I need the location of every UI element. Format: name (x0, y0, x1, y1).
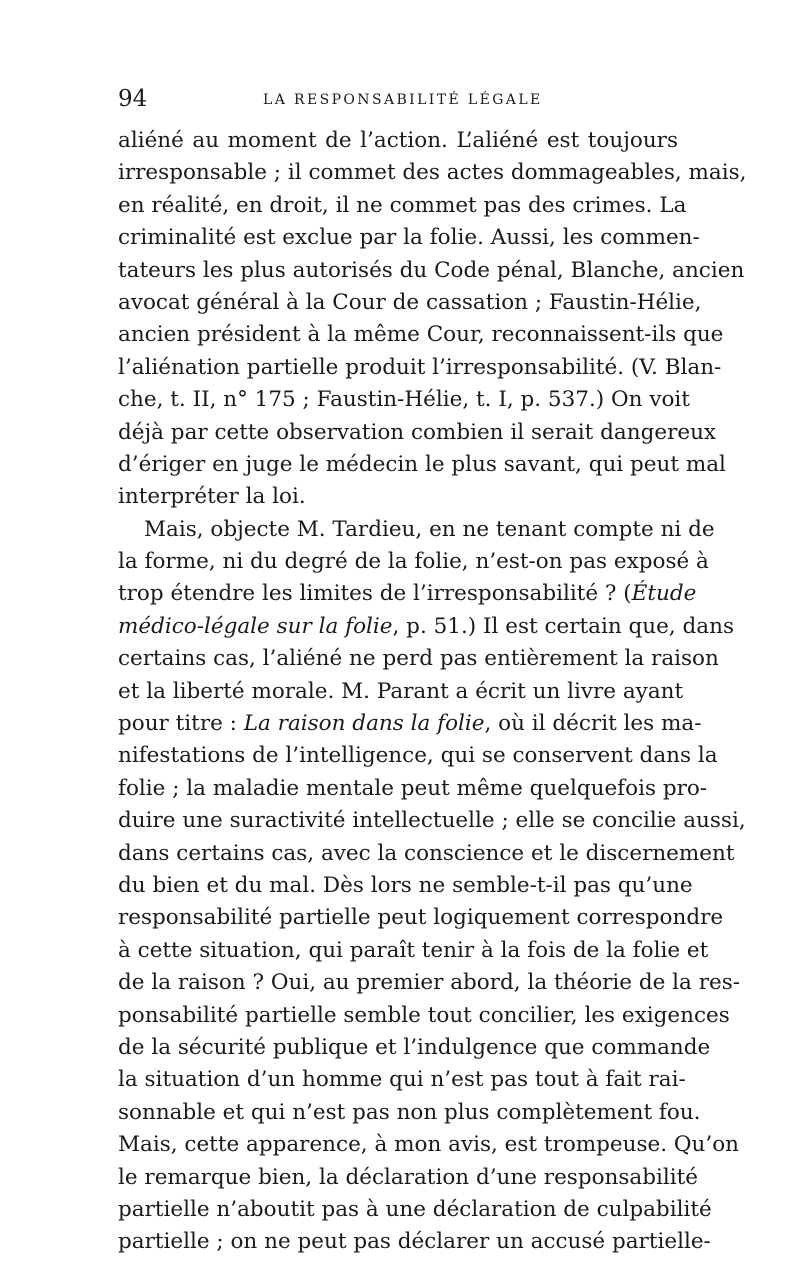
text-line: Mais, objecte M. Tardieu, en ne tenant compte ni de (144, 516, 715, 542)
text-line: partielle ; on ne peut pas déclarer un accusé partielle- (118, 1229, 711, 1255)
text-line: partielle n’aboutit pas à une déclaration de culpabilité (118, 1196, 712, 1222)
italic-title: Étude (631, 581, 697, 607)
text-line (118, 578, 697, 610)
text-line: le remarque bien, la déclaration d’une responsabilité (118, 1164, 698, 1190)
text-run: , où il décrit les ma- (484, 711, 702, 737)
text-line: et la liberté morale. M. Parant a écrit un livre ayant (118, 678, 684, 704)
text-line: duire une suractivité intellectuelle ; elle se concilie aussi, (118, 808, 746, 834)
text-run: trop étendre les limites de l’irresponsabilité ? ( (118, 581, 632, 607)
running-head (118, 86, 683, 116)
text-line: tateurs les plus autorisés du Code pénal, Blanche, ancien (118, 257, 745, 283)
italic-title: médico-légale sur la folie (118, 613, 393, 639)
text-line: sonnable et qui n’est pas non plus complètement fou. (118, 1099, 701, 1125)
text-line: à cette situation, qui paraît tenir à la fois de la folie et (118, 937, 709, 963)
text-line: l’aliénation partielle produit l’irresponsabilité. (V. Blan- (118, 354, 722, 380)
text-line: dans certains cas, avec la conscience et le discernement (118, 840, 735, 866)
text-line: criminalité est exclue par la folie. Aussi, les commen- (118, 225, 700, 251)
text-line: aliéné au moment de l’action. L’aliéné est toujours (118, 128, 678, 153)
page-number: 94 (118, 86, 148, 112)
text-line: irresponsable ; il commet des actes dommageables, mais, (118, 160, 747, 186)
text-line: interpréter la loi. (118, 484, 306, 510)
text-line: en réalité, en droit, il ne commet pas des crimes. La (118, 192, 687, 218)
text-run: pour titre : (118, 711, 244, 737)
text-line: responsabilité partielle peut logiquement correspondre (118, 905, 724, 931)
text-line (118, 611, 734, 643)
text-line: certains cas, l’aliéné ne perd pas entièrement la raison (118, 646, 719, 672)
text-line: ancien président à la même Cour, reconnaissent-ils que (118, 322, 724, 348)
text-line: avocat général à la Cour de cassation ; Faustin-Hélie, (118, 289, 702, 315)
text-line: de la sécurité publique et l’indulgence que commande (118, 1034, 711, 1060)
text-line (118, 708, 702, 740)
text-line: la forme, ni du degré de la folie, n’est-on pas exposé à (118, 549, 709, 575)
italic-title: La raison dans la folie (243, 711, 485, 737)
body-text (118, 125, 747, 1259)
text-line: de la raison ? Oui, au premier abord, la théorie de la res- (118, 970, 740, 996)
text-line: folie ; la maladie mentale peut même quelquefois pro- (118, 775, 708, 801)
text-line: Mais, cette apparence, à mon avis, est trompeuse. Qu’on (118, 1132, 740, 1158)
text-line: d’ériger en juge le médecin le plus savant, qui peut mal (118, 451, 726, 477)
text-line: che, t. II, n° 175 ; Faustin-Hélie, t. I, p. 537.) On voit (118, 387, 690, 413)
text-line: ponsabilité partielle semble tout concilier, les exigences (118, 1002, 730, 1028)
text-line: la situation d’un homme qui n’est pas tout à fait rai- (118, 1067, 686, 1093)
running-title: LA RESPONSABILITÉ LÉGALE (263, 92, 543, 108)
text-run: , p. 51.) Il est certain que, dans (392, 613, 734, 639)
text-line: nifestations de l’intelligence, qui se conservent dans la (118, 743, 718, 769)
text-line: du bien et du mal. Dès lors ne semble-t-il pas qu’une (118, 872, 693, 898)
text-line: déjà par cette observation combien il serait dangereux (118, 419, 717, 445)
